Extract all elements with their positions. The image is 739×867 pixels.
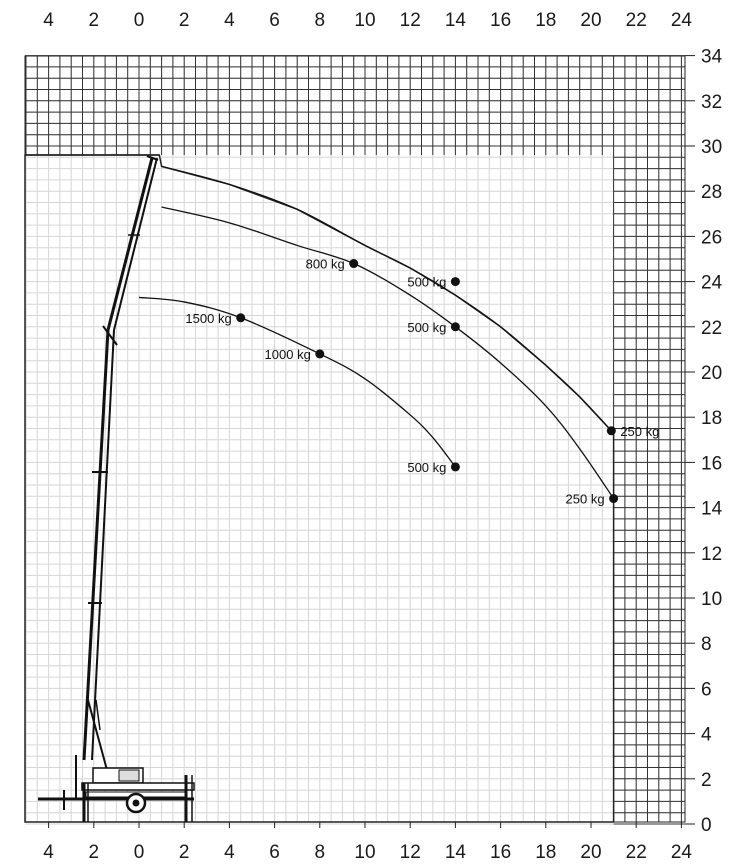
y-tick-label: 24	[701, 272, 723, 294]
y-tick-label: 6	[701, 679, 712, 701]
x-tick-label-top: 20	[580, 10, 602, 31]
load-point-label: 500 kg	[407, 319, 447, 335]
y-tick-label: 10	[701, 589, 723, 610]
y-tick-label: 16	[701, 453, 723, 475]
y-tick-label: 2	[701, 769, 712, 791]
x-tick-label-bottom: 10	[354, 842, 376, 863]
load-point	[609, 494, 618, 503]
y-tick-label: 12	[701, 543, 723, 565]
x-tick-label-top: 14	[444, 10, 466, 31]
x-tick-label-bottom: 14	[444, 842, 466, 863]
plot-frame	[25, 56, 685, 822]
y-tick-label: 4	[701, 724, 712, 746]
x-tick-label-top: 4	[224, 10, 235, 31]
y-tick-label: 26	[701, 227, 723, 249]
load-point	[451, 277, 460, 286]
load-point	[451, 462, 460, 471]
x-tick-label-top: 2	[178, 10, 190, 31]
load-point-label: 800 kg	[305, 256, 345, 272]
load-point	[349, 259, 358, 268]
y-tick-label: 34	[701, 46, 723, 68]
y-tick-label: 22	[701, 317, 723, 339]
x-tick-label-bottom: 22	[625, 842, 647, 863]
load-point	[315, 349, 324, 358]
x-tick-label-top: 2	[88, 10, 100, 31]
x-tick-label-bottom: 0	[133, 842, 145, 863]
y-tick-label: 20	[701, 363, 723, 384]
x-tick-label-bottom: 2	[88, 842, 100, 863]
load-point	[451, 322, 460, 331]
x-tick-label-bottom: 16	[490, 842, 512, 863]
load-points	[185, 257, 659, 507]
x-tick-label-top: 0	[133, 10, 145, 31]
x-tick-label-bottom: 6	[269, 842, 280, 863]
x-tick-label-top: 10	[354, 10, 376, 31]
x-tick-label-bottom: 2	[178, 842, 190, 863]
x-tick-label-top: 12	[399, 10, 421, 31]
load-point-label: 1500 kg	[185, 310, 232, 326]
load-point	[236, 313, 245, 322]
x-tick-label-bottom: 20	[580, 842, 602, 863]
x-tick-label-bottom: 12	[399, 842, 421, 863]
y-tick-label: 18	[701, 408, 723, 430]
y-tick-label: 28	[701, 182, 723, 204]
x-tick-label-top: 22	[625, 10, 647, 31]
x-tick-label-top: 18	[535, 10, 557, 31]
x-tick-label-top: 6	[269, 10, 280, 31]
load-point-label: 250 kg	[620, 423, 660, 439]
x-tick-label-bottom: 24	[670, 842, 692, 863]
y-tick-label: 8	[701, 634, 712, 656]
fine-grid	[25, 56, 685, 824]
load-point-label: 250 kg	[565, 491, 605, 507]
load-point-label: 1000 kg	[264, 346, 311, 362]
y-tick-label: 0	[701, 815, 712, 836]
x-tick-label-top: 24	[670, 10, 692, 31]
y-tick-label: 30	[701, 137, 723, 158]
x-tick-label-top: 8	[314, 10, 326, 31]
x-tick-label-top: 16	[490, 10, 512, 31]
load-point-label: 500 kg	[407, 274, 447, 290]
x-tick-label-bottom: 4	[43, 842, 54, 863]
x-tick-label-top: 4	[43, 10, 54, 31]
load-point	[607, 426, 616, 435]
x-tick-label-bottom: 8	[314, 842, 326, 863]
load-point-label: 500 kg	[407, 459, 447, 475]
y-tick-label: 14	[701, 498, 723, 520]
x-tick-label-bottom: 18	[535, 842, 557, 863]
x-tick-label-bottom: 4	[224, 842, 235, 863]
y-tick-label: 32	[701, 91, 723, 113]
